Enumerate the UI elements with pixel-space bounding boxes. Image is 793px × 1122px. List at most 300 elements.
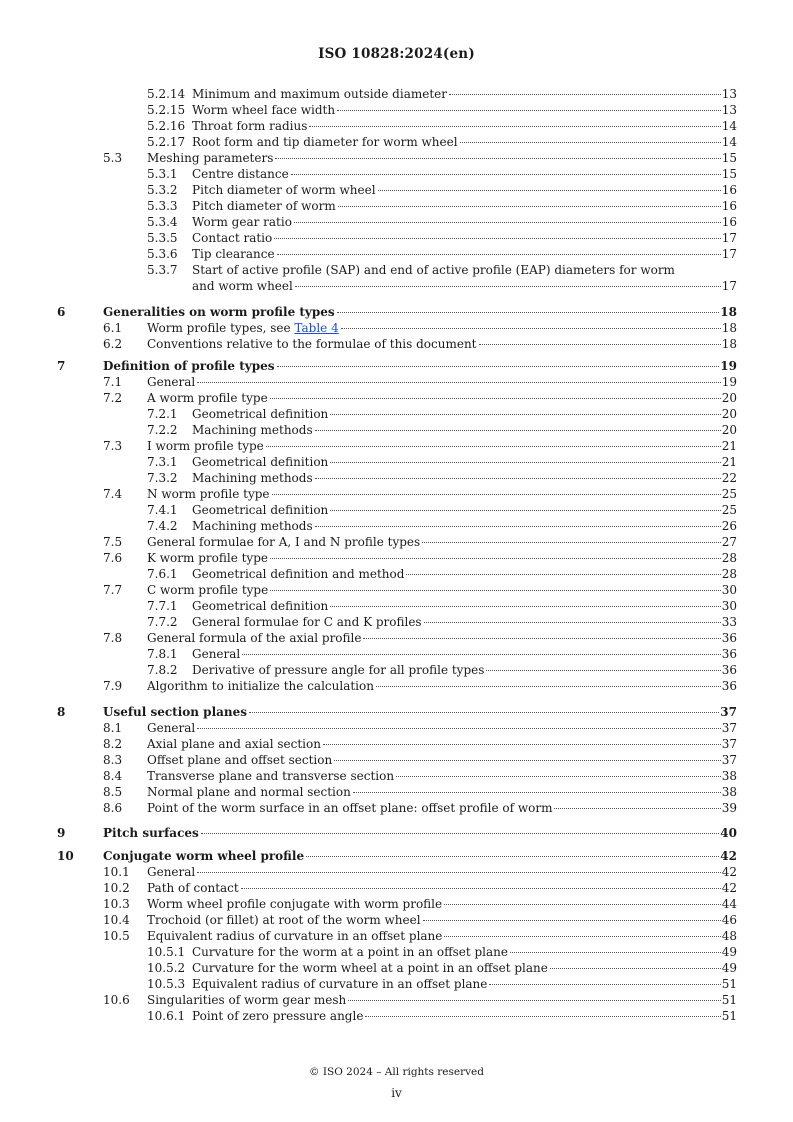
toc-entry[interactable] bbox=[0, 150, 793, 166]
toc-entry-page: 39 bbox=[721, 801, 737, 815]
toc-entry-title bbox=[147, 864, 195, 880]
toc-entry-page: 48 bbox=[721, 929, 737, 943]
toc-entry-page: 20 bbox=[721, 391, 737, 405]
toc-entry-title bbox=[147, 582, 268, 598]
toc-entry[interactable] bbox=[0, 336, 793, 352]
dot-leader bbox=[270, 398, 721, 399]
dot-leader bbox=[449, 94, 721, 95]
toc-entry[interactable] bbox=[0, 102, 793, 118]
toc-entry-title bbox=[147, 736, 321, 752]
toc-entry-title-text: Throat form radius bbox=[192, 119, 308, 133]
toc-entry-title bbox=[192, 246, 275, 262]
toc-entry-title-text: General bbox=[147, 375, 196, 389]
toc-entry-title bbox=[147, 768, 394, 784]
toc-entry-title-text: Path of contact bbox=[147, 881, 239, 895]
toc-entry[interactable] bbox=[0, 784, 793, 800]
dot-leader bbox=[422, 542, 721, 543]
toc-entry-title-text: General bbox=[147, 721, 196, 735]
toc-entry-number: 10.4 bbox=[103, 913, 130, 927]
toc-entry[interactable] bbox=[0, 662, 793, 678]
toc-entry-title-text: Axial plane and axial section bbox=[147, 737, 321, 751]
toc-entry-title bbox=[192, 406, 328, 422]
toc-entry-number: 7.9 bbox=[103, 679, 123, 693]
toc-entry[interactable] bbox=[0, 896, 793, 912]
toc-entry-page: 19 bbox=[721, 375, 737, 389]
toc-entry-title bbox=[103, 358, 275, 374]
toc-entry-title-text: Geometrical definition bbox=[192, 407, 329, 421]
toc-entry-page: 40 bbox=[720, 826, 737, 840]
toc-entry-page: 15 bbox=[721, 167, 737, 181]
dot-leader bbox=[406, 574, 720, 575]
toc-entry-number: 5.3.4 bbox=[147, 215, 178, 229]
toc-entry[interactable] bbox=[0, 825, 793, 841]
toc-entry-title-text: Pitch diameter of worm bbox=[192, 199, 336, 213]
toc-entry-title-text: Trochoid (or fillet) at root of the worm wheel bbox=[147, 913, 421, 927]
toc-entry-page: 51 bbox=[721, 977, 737, 991]
toc-entry-number: 10.5.3 bbox=[147, 977, 186, 991]
toc-entry-title bbox=[192, 976, 487, 992]
table-reference-link[interactable]: Table 4 bbox=[294, 321, 339, 335]
toc-entry-number: 7.3.2 bbox=[147, 471, 178, 485]
toc-entry[interactable] bbox=[0, 928, 793, 944]
toc-entry-title-text: A worm profile type bbox=[147, 391, 268, 405]
toc-entry-number: 10.1 bbox=[103, 865, 130, 879]
toc-entry-number: 7.7 bbox=[103, 583, 123, 597]
toc-entry-title-text: General formula of the axial profile bbox=[147, 631, 362, 645]
dot-leader bbox=[334, 760, 721, 761]
toc-entry-page: 17 bbox=[721, 247, 737, 261]
toc-entry-page: 20 bbox=[721, 407, 737, 421]
toc-entry-page: 21 bbox=[721, 439, 737, 453]
dot-leader bbox=[348, 1000, 720, 1001]
toc-entry-title bbox=[192, 944, 508, 960]
dot-leader bbox=[277, 366, 720, 367]
toc-entry-title-text: Curvature for the worm at a point in an offset plane bbox=[192, 945, 508, 959]
toc-entry-title bbox=[192, 198, 336, 214]
toc-entry[interactable] bbox=[0, 454, 793, 470]
toc-entry-number: 10.3 bbox=[103, 897, 130, 911]
dot-leader bbox=[337, 110, 721, 111]
toc-entry-number: 6.1 bbox=[103, 321, 123, 335]
toc-entry[interactable] bbox=[0, 1008, 793, 1024]
toc-entry-number: 7.6.1 bbox=[147, 567, 178, 581]
toc-entry-page: 37 bbox=[721, 721, 737, 735]
toc-entry-page: 14 bbox=[721, 135, 737, 149]
toc-entry-number: 7.4 bbox=[103, 487, 123, 501]
toc-entry-title bbox=[147, 880, 239, 896]
toc-entry[interactable] bbox=[0, 214, 793, 230]
dot-leader bbox=[363, 638, 720, 639]
toc-entry[interactable] bbox=[0, 246, 793, 262]
toc-entry[interactable] bbox=[0, 582, 793, 598]
toc-entry-title bbox=[103, 848, 304, 864]
toc-entry-title-text: Curvature for the worm wheel at a point in an offset plane bbox=[192, 961, 548, 975]
toc-entry[interactable] bbox=[0, 118, 793, 134]
toc-entry[interactable] bbox=[0, 406, 793, 422]
toc-entry-number: 7.4.2 bbox=[147, 519, 178, 533]
toc-entry-title bbox=[192, 518, 313, 534]
toc-entry-title-text: Point of zero pressure angle bbox=[192, 1009, 364, 1023]
toc-entry-title-text: Minimum and maximum outside diameter bbox=[192, 87, 447, 101]
toc-entry-page: 16 bbox=[721, 183, 737, 197]
toc-entry-page: 36 bbox=[721, 647, 737, 661]
dot-leader bbox=[365, 1016, 720, 1017]
dot-leader bbox=[309, 126, 720, 127]
toc-entry-title-text: K worm profile type bbox=[147, 551, 268, 565]
toc-entry-title bbox=[147, 752, 332, 768]
toc-entry-title bbox=[192, 230, 272, 246]
toc-entry-title-text: Worm wheel profile conjugate with worm profile bbox=[147, 897, 443, 911]
dot-leader bbox=[341, 328, 721, 329]
toc-entry-number: 7.3 bbox=[103, 439, 123, 453]
toc-entry-title-text: Worm gear ratio bbox=[192, 215, 292, 229]
dot-leader bbox=[510, 952, 721, 953]
dot-leader bbox=[424, 622, 721, 623]
dot-leader bbox=[460, 142, 721, 143]
toc-entry-number: 8.6 bbox=[103, 801, 123, 815]
toc-entry-number: 10.6.1 bbox=[147, 1009, 186, 1023]
dot-leader bbox=[330, 462, 720, 463]
toc-entry-title bbox=[147, 630, 361, 646]
toc-entry-title-text: Geometrical definition bbox=[192, 503, 329, 517]
toc-entry-number: 7 bbox=[57, 359, 66, 373]
toc-entry-page: 18 bbox=[721, 337, 737, 351]
toc-entry-page: 25 bbox=[721, 503, 737, 517]
toc-entry-title-text: Pitch diameter of worm wheel bbox=[192, 183, 376, 197]
toc-entry-number: 10.5.2 bbox=[147, 961, 186, 975]
toc-entry-title-text: Offset plane and offset section bbox=[147, 753, 333, 767]
toc-entry-title bbox=[147, 336, 477, 352]
toc-entry-number: 5.2.17 bbox=[147, 135, 186, 149]
dot-leader bbox=[330, 606, 720, 607]
dot-leader bbox=[353, 792, 721, 793]
toc-entry-title bbox=[147, 720, 195, 736]
toc-entry-title-text: General formulae for C and K profiles bbox=[192, 615, 422, 629]
toc-entry-page: 37 bbox=[720, 705, 737, 719]
toc-entry[interactable] bbox=[0, 550, 793, 566]
toc-entry-page: 21 bbox=[721, 455, 737, 469]
toc-entry[interactable] bbox=[0, 752, 793, 768]
toc-entry[interactable] bbox=[0, 502, 793, 518]
toc-entry-number: 8.1 bbox=[103, 721, 123, 735]
toc-entry-page: 20 bbox=[721, 423, 737, 437]
toc-entry-title bbox=[147, 992, 346, 1008]
dot-leader bbox=[272, 494, 721, 495]
dot-leader bbox=[486, 670, 720, 671]
toc-entry-title bbox=[103, 825, 199, 841]
toc-entry-title bbox=[147, 390, 268, 406]
dot-leader bbox=[201, 833, 720, 834]
toc-entry-number: 5.3.2 bbox=[147, 183, 178, 197]
dot-leader bbox=[396, 776, 721, 777]
dot-leader bbox=[315, 526, 721, 527]
toc-entry[interactable] bbox=[0, 800, 793, 816]
toc-entry-number: 8.5 bbox=[103, 785, 123, 799]
toc-entry-title bbox=[192, 422, 313, 438]
dot-leader bbox=[479, 344, 721, 345]
toc-entry[interactable] bbox=[0, 86, 793, 102]
toc-entry-title-text: Tip clearance bbox=[192, 247, 275, 261]
dot-leader bbox=[330, 510, 720, 511]
toc-entry-number: 5.3.5 bbox=[147, 231, 178, 245]
dot-leader bbox=[337, 312, 720, 313]
toc-entry-title bbox=[192, 454, 328, 470]
toc-entry-page: 36 bbox=[721, 679, 737, 693]
dot-leader bbox=[444, 936, 720, 937]
toc-entry-page: 17 bbox=[721, 279, 737, 293]
toc-entry-number: 5.3.6 bbox=[147, 247, 178, 261]
toc-entry[interactable] bbox=[0, 486, 793, 502]
toc-entry-title bbox=[192, 118, 307, 134]
dot-leader bbox=[270, 558, 721, 559]
toc-entry-title bbox=[192, 502, 328, 518]
toc-entry[interactable] bbox=[0, 976, 793, 992]
dot-leader bbox=[294, 222, 721, 223]
toc-entry-page: 33 bbox=[721, 615, 737, 629]
toc-entry[interactable] bbox=[0, 470, 793, 486]
dot-leader bbox=[270, 590, 721, 591]
toc-entry[interactable] bbox=[0, 262, 793, 278]
toc-entry[interactable] bbox=[0, 358, 793, 374]
toc-entry[interactable] bbox=[0, 864, 793, 880]
toc-entry-number: 7.4.1 bbox=[147, 503, 178, 517]
document-header: ISO 10828:2024(en) bbox=[318, 46, 475, 62]
toc-entry-number: 7.7.1 bbox=[147, 599, 178, 613]
toc-entry[interactable] bbox=[0, 320, 793, 336]
toc-entry-number: 10 bbox=[57, 849, 74, 863]
toc-entry[interactable] bbox=[0, 134, 793, 150]
dot-leader bbox=[277, 254, 721, 255]
toc-entry-title-text: Equivalent radius of curvature in an offset plane bbox=[147, 929, 443, 943]
toc-entry[interactable] bbox=[0, 880, 793, 896]
toc-entry-page: 14 bbox=[721, 119, 737, 133]
dot-leader bbox=[378, 190, 721, 191]
toc-entry[interactable] bbox=[0, 912, 793, 928]
dot-leader bbox=[315, 478, 721, 479]
dot-leader bbox=[275, 158, 720, 159]
toc-entry-number: 8.3 bbox=[103, 753, 123, 767]
toc-entry-number: 5.3.1 bbox=[147, 167, 178, 181]
toc-entry-number: 7.2.2 bbox=[147, 423, 178, 437]
toc-entry-number: 10.6 bbox=[103, 993, 130, 1007]
toc-entry-title-text: N worm profile type bbox=[147, 487, 270, 501]
toc-entry[interactable] bbox=[0, 720, 793, 736]
toc-entry-page: 37 bbox=[721, 753, 737, 767]
toc-entry-page: 13 bbox=[721, 87, 737, 101]
toc-entry-title bbox=[192, 662, 484, 678]
toc-entry[interactable] bbox=[0, 598, 793, 614]
toc-entry-title bbox=[147, 550, 268, 566]
toc-entry-number: 7.6 bbox=[103, 551, 123, 565]
toc-entry-title bbox=[192, 470, 313, 486]
toc-entry-number: 7.2.1 bbox=[147, 407, 178, 421]
toc-entry-number: 7.3.1 bbox=[147, 455, 178, 469]
toc-entry-title bbox=[192, 134, 458, 150]
toc-entry-title-text: General formulae for A, I and N profile types bbox=[147, 535, 421, 549]
toc-entry[interactable] bbox=[0, 566, 793, 582]
toc-entry[interactable] bbox=[0, 166, 793, 182]
toc-entry-title-text: Equivalent radius of curvature in an offset plane bbox=[192, 977, 488, 991]
dot-leader bbox=[266, 446, 721, 447]
toc-entry-title bbox=[147, 320, 339, 336]
toc-entry-title-text: Transverse plane and transverse section bbox=[147, 769, 395, 783]
dot-leader bbox=[423, 920, 721, 921]
toc-entry-page: 13 bbox=[721, 103, 737, 117]
toc-entry-page: 27 bbox=[721, 535, 737, 549]
toc-entry-title-text: Conjugate worm wheel profile bbox=[103, 849, 305, 863]
toc-entry-title-text: Useful section planes bbox=[103, 705, 248, 719]
dot-leader bbox=[444, 904, 721, 905]
toc-entry-page: 22 bbox=[721, 471, 737, 485]
dot-leader bbox=[550, 968, 721, 969]
toc-entry-title-text: Geometrical definition and method bbox=[192, 567, 405, 581]
toc-entry-title bbox=[192, 646, 240, 662]
toc-entry-title bbox=[192, 598, 328, 614]
dot-leader bbox=[197, 382, 720, 383]
toc-entry[interactable] bbox=[0, 992, 793, 1008]
dot-leader bbox=[242, 654, 720, 655]
toc-entry-title bbox=[192, 566, 404, 582]
toc-entry-title-text: Singularities of worm gear mesh bbox=[147, 993, 347, 1007]
toc-entry-number: 5.3.3 bbox=[147, 199, 178, 213]
toc-entry-page: 25 bbox=[721, 487, 737, 501]
toc-entry-title bbox=[192, 614, 422, 630]
toc-entry-title-text: Pitch surfaces bbox=[103, 826, 199, 840]
toc-entry[interactable] bbox=[0, 614, 793, 630]
toc-entry-page: 38 bbox=[721, 785, 737, 799]
dot-leader bbox=[295, 286, 721, 287]
toc-entry-title-text: Start of active profile (SAP) and end of active profile (EAP) diameters for worm bbox=[192, 263, 675, 277]
toc-entry-title-text: Algorithm to initialize the calculation bbox=[147, 679, 374, 693]
dot-leader bbox=[554, 808, 720, 809]
toc-entry-page: 51 bbox=[721, 1009, 737, 1023]
toc-entry-number: 7.8.2 bbox=[147, 663, 178, 677]
toc-entry-number: 7.7.2 bbox=[147, 615, 178, 629]
toc-entry-title-text: Centre distance bbox=[192, 167, 289, 181]
toc-entry-title bbox=[192, 182, 376, 198]
toc-entry[interactable] bbox=[0, 198, 793, 214]
toc-entry[interactable] bbox=[0, 736, 793, 752]
toc-entry-title-text: Machining methods bbox=[192, 519, 313, 533]
toc-entry-title bbox=[192, 102, 335, 118]
copyright-notice: © ISO 2024 – All rights reserved bbox=[309, 1066, 484, 1078]
toc-entry-title bbox=[147, 896, 442, 912]
dot-leader bbox=[241, 888, 721, 889]
dot-leader bbox=[249, 712, 719, 713]
toc-entry-title bbox=[147, 800, 552, 816]
toc-entry-page: 17 bbox=[721, 231, 737, 245]
toc-entry-title bbox=[147, 486, 270, 502]
dot-leader bbox=[323, 744, 721, 745]
toc-entry-title bbox=[192, 278, 293, 294]
toc-entry-title-text: Point of the worm surface in an offset plane: offset profile of worm bbox=[147, 801, 553, 815]
toc-entry-title-text: Machining methods bbox=[192, 471, 313, 485]
toc-entry[interactable] bbox=[0, 960, 793, 976]
toc-entry-title bbox=[192, 1008, 363, 1024]
toc-entry-number: 10.5.1 bbox=[147, 945, 186, 959]
toc-entry[interactable] bbox=[0, 518, 793, 534]
toc-entry-title-text: Contact ratio bbox=[192, 231, 273, 245]
toc-entry-title bbox=[147, 912, 421, 928]
toc-entry-title-text: Root form and tip diameter for worm wheel bbox=[192, 135, 458, 149]
toc-entry-number: 5.3 bbox=[103, 151, 123, 165]
toc-entry-title-text: I worm profile type bbox=[147, 439, 264, 453]
toc-entry-page: 26 bbox=[721, 519, 737, 533]
toc-entry[interactable] bbox=[0, 422, 793, 438]
toc-entry-title-text: Worm wheel face width bbox=[192, 103, 336, 117]
toc-entry-title-text: General bbox=[147, 865, 196, 879]
dot-leader bbox=[306, 856, 719, 857]
toc-entry-title bbox=[103, 304, 335, 320]
toc-entry[interactable] bbox=[0, 630, 793, 646]
toc-entry-title-text: Definition of profile types bbox=[103, 359, 275, 373]
toc-entry-page: 30 bbox=[721, 599, 737, 613]
toc-entry[interactable] bbox=[0, 848, 793, 864]
toc-entry-title-text: Geometrical definition bbox=[192, 455, 329, 469]
dot-leader bbox=[315, 430, 721, 431]
toc-entry[interactable] bbox=[0, 438, 793, 454]
toc-entry[interactable] bbox=[0, 390, 793, 406]
toc-entry-number: 8.2 bbox=[103, 737, 123, 751]
toc-entry-title-text: General bbox=[192, 647, 241, 661]
dot-leader bbox=[274, 238, 720, 239]
toc-entry-number: 5.2.16 bbox=[147, 119, 186, 133]
toc-entry[interactable] bbox=[0, 534, 793, 550]
toc-entry-page: 36 bbox=[721, 631, 737, 645]
toc-entry-title bbox=[192, 262, 675, 278]
toc-entry[interactable] bbox=[0, 182, 793, 198]
toc-entry[interactable] bbox=[0, 944, 793, 960]
toc-entry-page: 15 bbox=[721, 151, 737, 165]
toc-entry-page: 19 bbox=[720, 359, 737, 373]
toc-entry-title bbox=[192, 960, 548, 976]
dot-leader bbox=[291, 174, 721, 175]
toc-entry-title bbox=[147, 678, 374, 694]
toc-entry-page: 28 bbox=[721, 567, 737, 581]
toc-entry-title-text: and worm wheel bbox=[192, 279, 293, 293]
dot-leader bbox=[338, 206, 721, 207]
toc-entry-page: 37 bbox=[721, 737, 737, 751]
toc-entry-number: 9 bbox=[57, 826, 66, 840]
toc-entry-page: 51 bbox=[721, 993, 737, 1007]
toc-entry-number: 5.2.15 bbox=[147, 103, 186, 117]
toc-entry-page: 18 bbox=[721, 321, 737, 335]
toc-entry-page: 16 bbox=[721, 199, 737, 213]
toc-entry[interactable] bbox=[0, 704, 793, 720]
toc-entry[interactable] bbox=[0, 374, 793, 390]
toc-entry-number: 7.1 bbox=[103, 375, 123, 389]
dot-leader bbox=[330, 414, 720, 415]
toc-entry-number: 7.8 bbox=[103, 631, 123, 645]
toc-entry-page: 44 bbox=[721, 897, 737, 911]
toc-entry-title-text: Machining methods bbox=[192, 423, 313, 437]
toc-entry-number: 10.5 bbox=[103, 929, 130, 943]
toc-entry[interactable] bbox=[0, 304, 793, 320]
toc-entry[interactable] bbox=[0, 646, 793, 662]
toc-entry-page: 49 bbox=[721, 945, 737, 959]
toc-entry-number: 6 bbox=[57, 305, 66, 319]
toc-entry-page: 42 bbox=[721, 865, 737, 879]
toc-entry-title-text: Derivative of pressure angle for all profile types bbox=[192, 663, 485, 677]
toc-entry[interactable] bbox=[0, 678, 793, 694]
toc-entry-title bbox=[147, 534, 420, 550]
toc-entry-title bbox=[192, 214, 292, 230]
toc-entry-title-text: Geometrical definition bbox=[192, 599, 329, 613]
toc-entry[interactable] bbox=[0, 768, 793, 784]
toc-entry[interactable] bbox=[0, 230, 793, 246]
toc-entry[interactable] bbox=[0, 278, 793, 294]
toc-entry-page: 49 bbox=[721, 961, 737, 975]
